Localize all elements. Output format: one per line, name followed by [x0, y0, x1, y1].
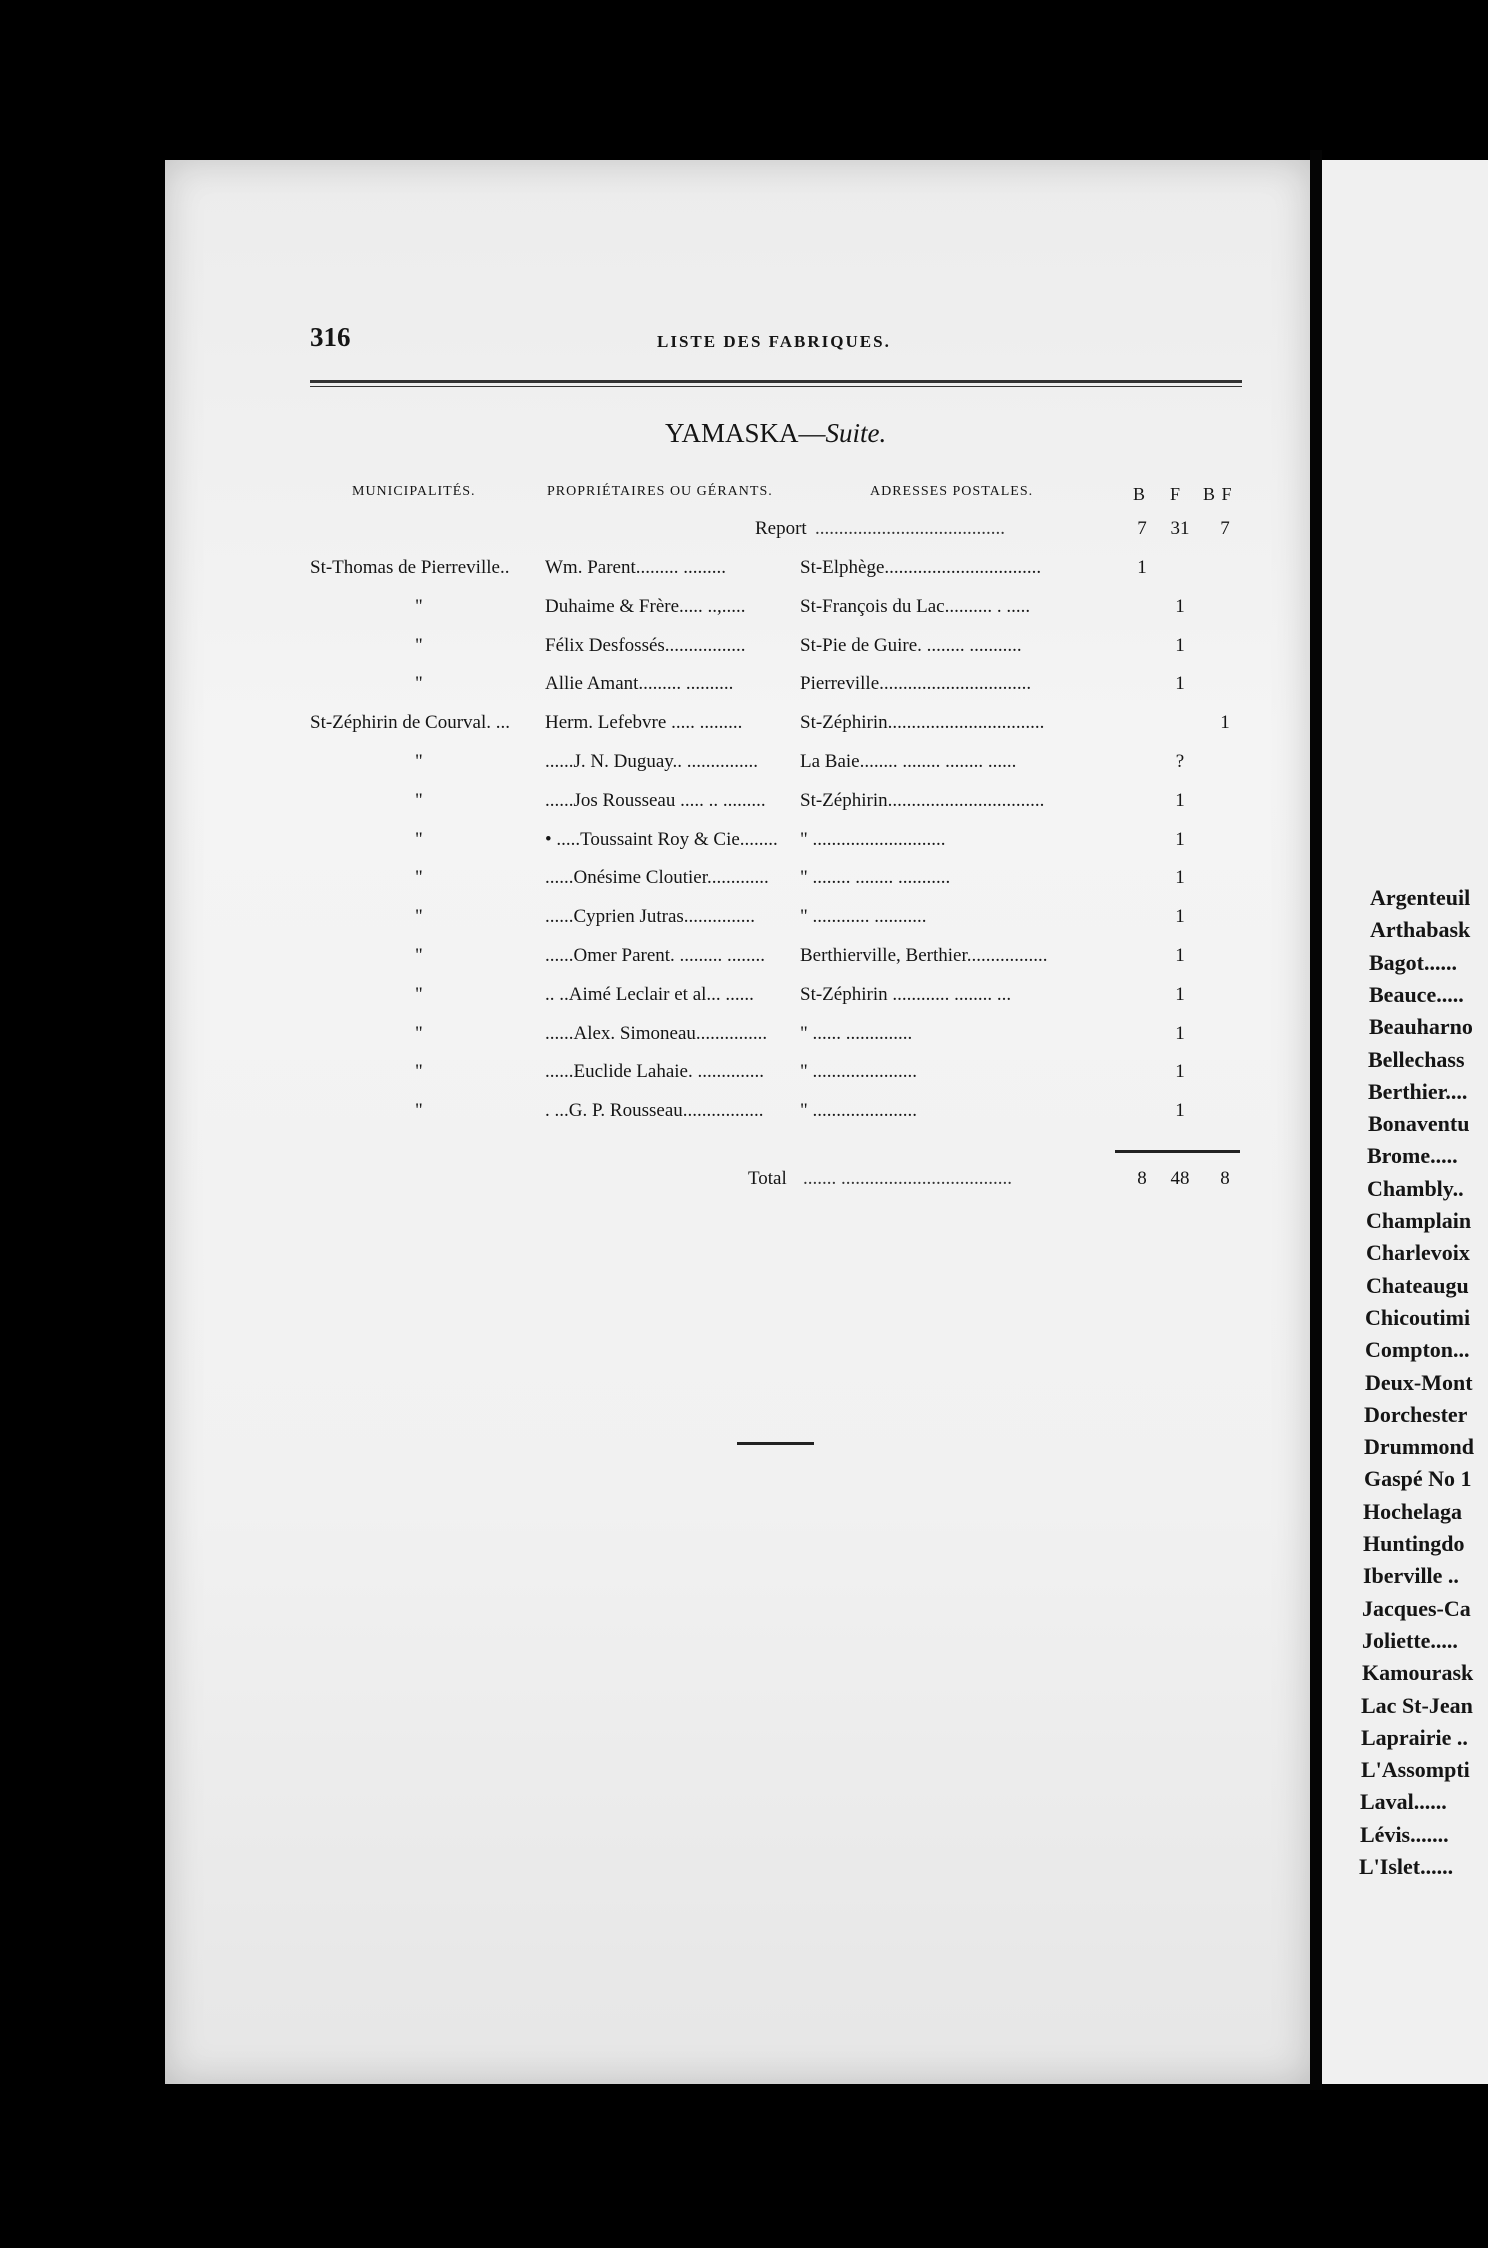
- right-page-item: Huntingdo: [1363, 1531, 1465, 1556]
- column-header-adresses: ADRESSES POSTALES.: [870, 484, 1034, 499]
- address-cell: " ............ ...........: [800, 906, 927, 928]
- proprietor-cell: ......Onésime Cloutier.............: [545, 867, 769, 889]
- proprietor-cell: ......Euclide Lahaie. ..............: [545, 1061, 764, 1083]
- count-bf-cell: 1: [1220, 712, 1230, 734]
- table-row: [0, 829, 1488, 859]
- right-page-item: Dorchester: [1364, 1401, 1468, 1427]
- right-page-item: Joliette.....: [1362, 1627, 1458, 1653]
- total-row: [0, 1168, 1488, 1198]
- proprietor-cell: ......J. N. Duguay.. ...............: [545, 751, 759, 772]
- count-f-cell: 1: [1175, 1022, 1185, 1044]
- right-page: [1322, 160, 1488, 2084]
- table-row: [0, 906, 1488, 936]
- report-bf: 7: [1220, 518, 1230, 539]
- report-f: 31: [1170, 518, 1190, 539]
- address-cell: Pierreville................................: [800, 673, 1032, 695]
- right-page-item: Lévis.......: [1360, 1821, 1449, 1847]
- report-b: 7: [1137, 518, 1147, 539]
- column-header-municipalites: MUNICIPALITÉS.: [352, 484, 476, 499]
- proprietor-cell: • .....Toussaint Roy & Cie........: [545, 828, 778, 850]
- count-f-cell: 1: [1175, 867, 1185, 889]
- right-page-item: Bonaventu: [1368, 1111, 1470, 1137]
- count-f-cell: 1: [1175, 828, 1185, 850]
- address-cell: " ......................: [800, 1061, 918, 1083]
- right-page-item: Beauharno: [1369, 1014, 1473, 1040]
- total-rule: [1115, 1150, 1240, 1153]
- right-page-item: Laprairie ..: [1361, 1724, 1468, 1750]
- table-row: [0, 1100, 1488, 1130]
- right-page-item: Beauce.....: [1369, 981, 1464, 1007]
- total-leader: ....... ....................................: [803, 1168, 1012, 1189]
- column-header-proprietaires: PROPRIÉTAIRES OU GÉRANTS.: [547, 484, 773, 499]
- address-cell: La Baie........ ........ ........ ......: [800, 751, 1017, 772]
- right-page-item: Bagot......: [1369, 949, 1457, 975]
- column-header-bf: B F: [1203, 484, 1233, 504]
- address-cell: " ......................: [800, 1100, 918, 1122]
- proprietor-cell: . ...G. P. Rousseau.................: [545, 1100, 764, 1122]
- count-f-cell: 1: [1175, 945, 1185, 966]
- right-page-item: Compton...: [1365, 1337, 1470, 1363]
- ditto-mark: ": [415, 595, 423, 617]
- right-page-item: Bellechass: [1368, 1046, 1465, 1072]
- count-f-cell: 1: [1175, 1100, 1185, 1122]
- count-b-cell: 1: [1137, 557, 1147, 578]
- address-cell: St-Zéphirin.................................: [800, 789, 1045, 811]
- total-b: 8: [1137, 1168, 1147, 1189]
- section-title: YAMASKA—Suite.: [665, 418, 887, 448]
- ditto-mark: ": [415, 751, 423, 772]
- right-page-item: L'Assompti: [1361, 1757, 1470, 1783]
- table-row: [0, 790, 1488, 820]
- address-cell: " ............................: [800, 828, 946, 850]
- address-cell: St-Zéphirin ............ ........ ...: [800, 983, 1012, 1005]
- running-head: LISTE DES FABRIQUES.: [657, 332, 891, 351]
- right-page-item: Champlain: [1366, 1208, 1472, 1233]
- count-f-cell: ?: [1175, 751, 1185, 772]
- right-page-item: Jacques-Ca: [1362, 1595, 1471, 1621]
- table-row: [0, 945, 1488, 975]
- table-row: [0, 712, 1488, 742]
- report-row: [0, 518, 1488, 548]
- column-header-b: B: [1133, 484, 1147, 504]
- table-row: [0, 557, 1488, 587]
- table-row: [0, 635, 1488, 665]
- address-cell: St-Zéphirin.................................: [800, 712, 1045, 734]
- total-label: Total: [748, 1168, 787, 1189]
- ditto-mark: ": [415, 983, 423, 1005]
- proprietor-cell: ......Alex. Simoneau...............: [545, 1022, 768, 1044]
- end-rule: [737, 1442, 814, 1445]
- ditto-mark: ": [415, 1022, 423, 1044]
- proprietor-cell: Duhaime & Frère..... ..,.....: [545, 595, 746, 617]
- table-row: [0, 1061, 1488, 1091]
- table-row: [0, 673, 1488, 703]
- right-page-item: Charlevoix: [1366, 1240, 1470, 1266]
- right-page-item: Brome.....: [1367, 1143, 1458, 1169]
- proprietor-cell: ......Cyprien Jutras...............: [545, 906, 756, 928]
- count-f-cell: 1: [1175, 1061, 1185, 1083]
- ditto-mark: ": [415, 906, 423, 928]
- right-page-item: Argenteuil: [1370, 885, 1471, 910]
- right-page-item: Lac St-Jean: [1361, 1692, 1473, 1718]
- right-page-item: Deux-Mont: [1365, 1369, 1473, 1395]
- ditto-mark: ": [415, 1061, 423, 1083]
- right-page-item: Iberville ..: [1363, 1563, 1459, 1589]
- ditto-mark: ": [415, 867, 423, 889]
- page-number: 316: [310, 322, 351, 352]
- right-page-item: L'Islet......: [1359, 1854, 1454, 1879]
- count-f-cell: 1: [1175, 906, 1185, 928]
- address-cell: St-Pie de Guire. ........ ...........: [800, 634, 1022, 656]
- table-row: [0, 867, 1488, 897]
- report-label: Report: [755, 518, 807, 539]
- table-row: [0, 751, 1488, 781]
- table-row: [0, 596, 1488, 626]
- table-row: [0, 981, 1488, 1014]
- right-page-item: Chambly..: [1367, 1175, 1464, 1201]
- proprietor-cell: ......Jos Rousseau ..... .. .........: [545, 789, 766, 811]
- header-rule-bottom: [310, 386, 1242, 387]
- municipality-cell: St-Zéphirin de Courval. ...: [310, 712, 510, 734]
- count-f-cell: 1: [1175, 595, 1185, 617]
- ditto-mark: ": [415, 789, 423, 811]
- address-cell: Berthierville, Berthier.................: [800, 945, 1048, 966]
- right-page-item: Chateaugu: [1366, 1272, 1469, 1298]
- count-f-cell: 1: [1175, 673, 1185, 695]
- right-page-item: Laval......: [1360, 1789, 1447, 1815]
- right-page-item: Chicoutimi: [1365, 1304, 1471, 1330]
- proprietor-cell: Allie Amant......... ..........: [545, 673, 734, 695]
- column-header-f: F: [1170, 484, 1182, 504]
- report-leader: ........................................: [815, 518, 1005, 539]
- header-rule-top: [310, 380, 1242, 383]
- right-page-item: Drummond: [1364, 1434, 1475, 1460]
- municipality-cell: St-Thomas de Pierreville..: [310, 557, 510, 578]
- address-cell: St-Elphège.................................: [800, 557, 1042, 578]
- proprietor-cell: Herm. Lefebvre ..... .........: [545, 712, 743, 734]
- ditto-mark: ": [415, 1100, 423, 1122]
- right-page-item: Kamourask: [1362, 1660, 1474, 1686]
- proprietor-cell: ......Omer Parent. ......... ........: [545, 945, 766, 966]
- proprietor-cell: Félix Desfossés.................: [545, 634, 746, 656]
- ditto-mark: ": [415, 945, 423, 966]
- right-page-item: Arthabask: [1370, 917, 1471, 943]
- count-f-cell: 1: [1175, 634, 1185, 656]
- total-f: 48: [1170, 1168, 1190, 1189]
- right-page-item: Gaspé No 1: [1364, 1466, 1472, 1492]
- ditto-mark: ": [415, 634, 423, 656]
- proprietor-cell: Wm. Parent......... .........: [545, 557, 727, 578]
- right-page-item: Hochelaga: [1363, 1498, 1462, 1524]
- count-f-cell: 1: [1175, 983, 1185, 1005]
- address-cell: St-François du Lac.......... . .....: [800, 595, 1031, 617]
- count-f-cell: 1: [1175, 789, 1185, 811]
- ditto-mark: ": [415, 828, 423, 850]
- ditto-mark: ": [415, 673, 423, 695]
- table-row: [0, 1023, 1488, 1053]
- proprietor-cell: .. ..Aimé Leclair et al... ......: [545, 983, 754, 1005]
- right-page-item: Berthier....: [1368, 1078, 1468, 1104]
- address-cell: " ...... ..............: [800, 1022, 913, 1044]
- address-cell: " ........ ........ ...........: [800, 867, 951, 889]
- total-bf: 8: [1220, 1168, 1230, 1189]
